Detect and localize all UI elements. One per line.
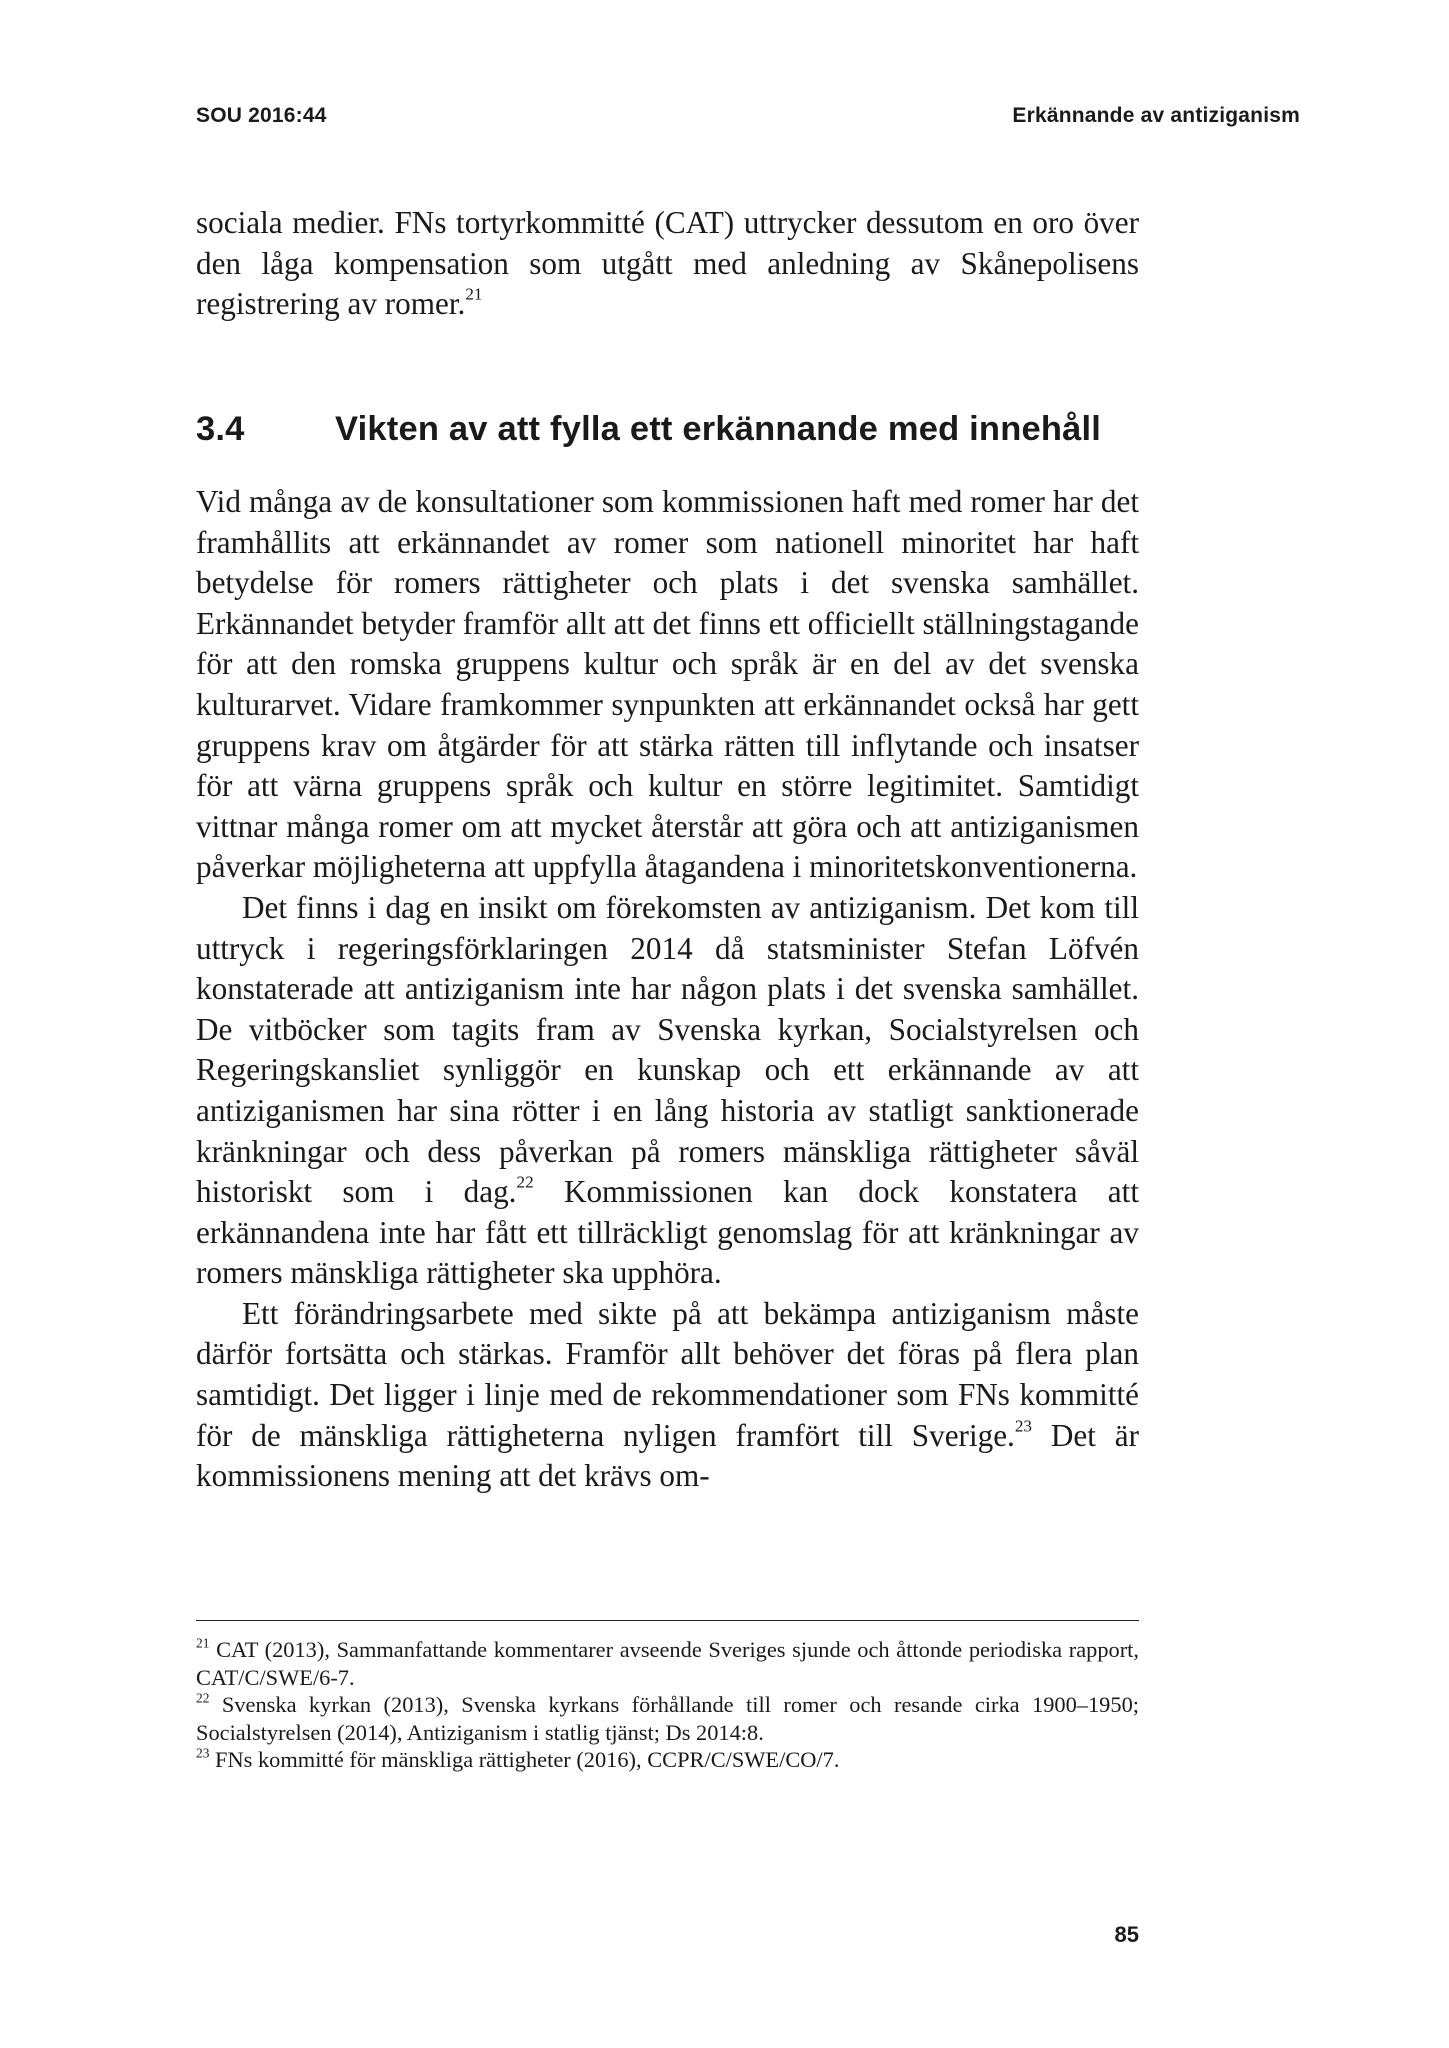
footnote-text: Svenska kyrkan (2013), Svenska kyrkans förhållande till romer och resande cirka 1900–1950; Socialstyrelsen (2014), Antiziganism i statlig tjänst; Ds 2014:8. [196,1692,1139,1745]
footnotes-block [196,1636,1139,1774]
footnote-number: 21 [196,1635,210,1651]
paragraph-3 [196,1294,1139,1497]
footnote-ref-23: 23 [1014,1416,1032,1436]
footnote-divider [196,1620,1139,1621]
section-heading [196,410,1101,449]
running-header-right: Erkännande av antiziganism [1012,104,1300,127]
paragraph-2-text-a: Det finns i dag en insikt om förekomsten av antiziganism. Det kom till uttryck i regeringsförklaringen 2014 då statsminister Stefan Löfvén konstaterade att antiziganism inte har någon plats i det svenska samhället. De vitböcker som tagits fram av Svenska kyrkan, Socialstyrelsen och Regeringskansliet synliggör en kunskap och ett erkännande av att antiziganismen har sina rötter i en lång historia av statligt sanktionerade kränkningar och dess påverkan på romers mänskliga rättigheter såväl historiskt som i dag. [196,889,1139,1210]
footnote-22 [196,1691,1139,1746]
footnote-21 [196,1636,1139,1691]
section-title: Vikten av att fylla ett erkännande med innehåll [335,410,1102,448]
intro-paragraph-block [196,203,1139,325]
footnote-ref-21: 21 [465,284,483,304]
paragraph-1: Vid många av de konsultationer som kommissionen haft med romer har det framhållits att erkännandet av romer som nationell minoritet har haft betydelse för romers rättigheter och plats i det svenska samhället. Erkännandet betyder framför allt att det finns ett officiellt ställningstagande för att den romska gruppens kultur och språk är en del av det svenska kulturarvet. Vidare framkommer synpunkten att erkännandet också har gett gruppens krav om åtgärder för att stärka rätten till inflytande och insatser för att värna gruppens språk och kultur en större legitimitet. Samtidigt vittnar många romer om att mycket återstår att göra och att antiziganismen påverkar möjligheterna att uppfylla åtagandena i minoritetskonventionerna. [196,484,1139,885]
footnote-23 [196,1746,1139,1774]
footnote-text: CAT (2013), Sammanfattande kommentarer avseende Sveriges sjunde och åttonde periodiska rapport, CAT/C/SWE/6-7. [196,1637,1139,1690]
paragraph-3-text-a: Ett förändringsarbete med sikte på att bekämpa antiziganism måste därför fortsätta och stärkas. Framför allt behöver det föras på flera plan samtidigt. Det ligger i linje med de rekommendationer som FNs kommitté för de mänskliga rättigheterna nyligen framfört till Sverige. [196,1295,1139,1453]
paragraph-2-text-b: Kommissionen kan dock konstatera att erkännandena inte har fått ett tillräckligt genomslag för att kränkningar av romers mänskliga rättigheter ska upphöra. [196,1174,1139,1291]
page-number: 85 [1114,1922,1139,1947]
intro-paragraph-text: sociala medier. FNs tortyrkommitté (CAT) uttrycker dessutom en oro över den låga kompensation som utgått med anledning av Skånepolisens registrering av romer. [196,205,1139,322]
footnote-number: 23 [196,1745,210,1761]
paragraph-2 [196,888,1139,1294]
footnote-text: FNs kommitté för mänskliga rättigheter (2016), CCPR/C/SWE/CO/7. [209,1747,840,1772]
footnote-number: 22 [196,1690,210,1706]
footnote-ref-22: 22 [516,1172,534,1192]
paragraph-3-text-b: Det är kommissionens mening att det krävs om- [196,1417,1139,1494]
running-header-left: SOU 2016:44 [196,104,327,127]
section-body [196,482,1139,1497]
section-number: 3.4 [196,410,245,448]
intro-paragraph [196,203,1139,325]
